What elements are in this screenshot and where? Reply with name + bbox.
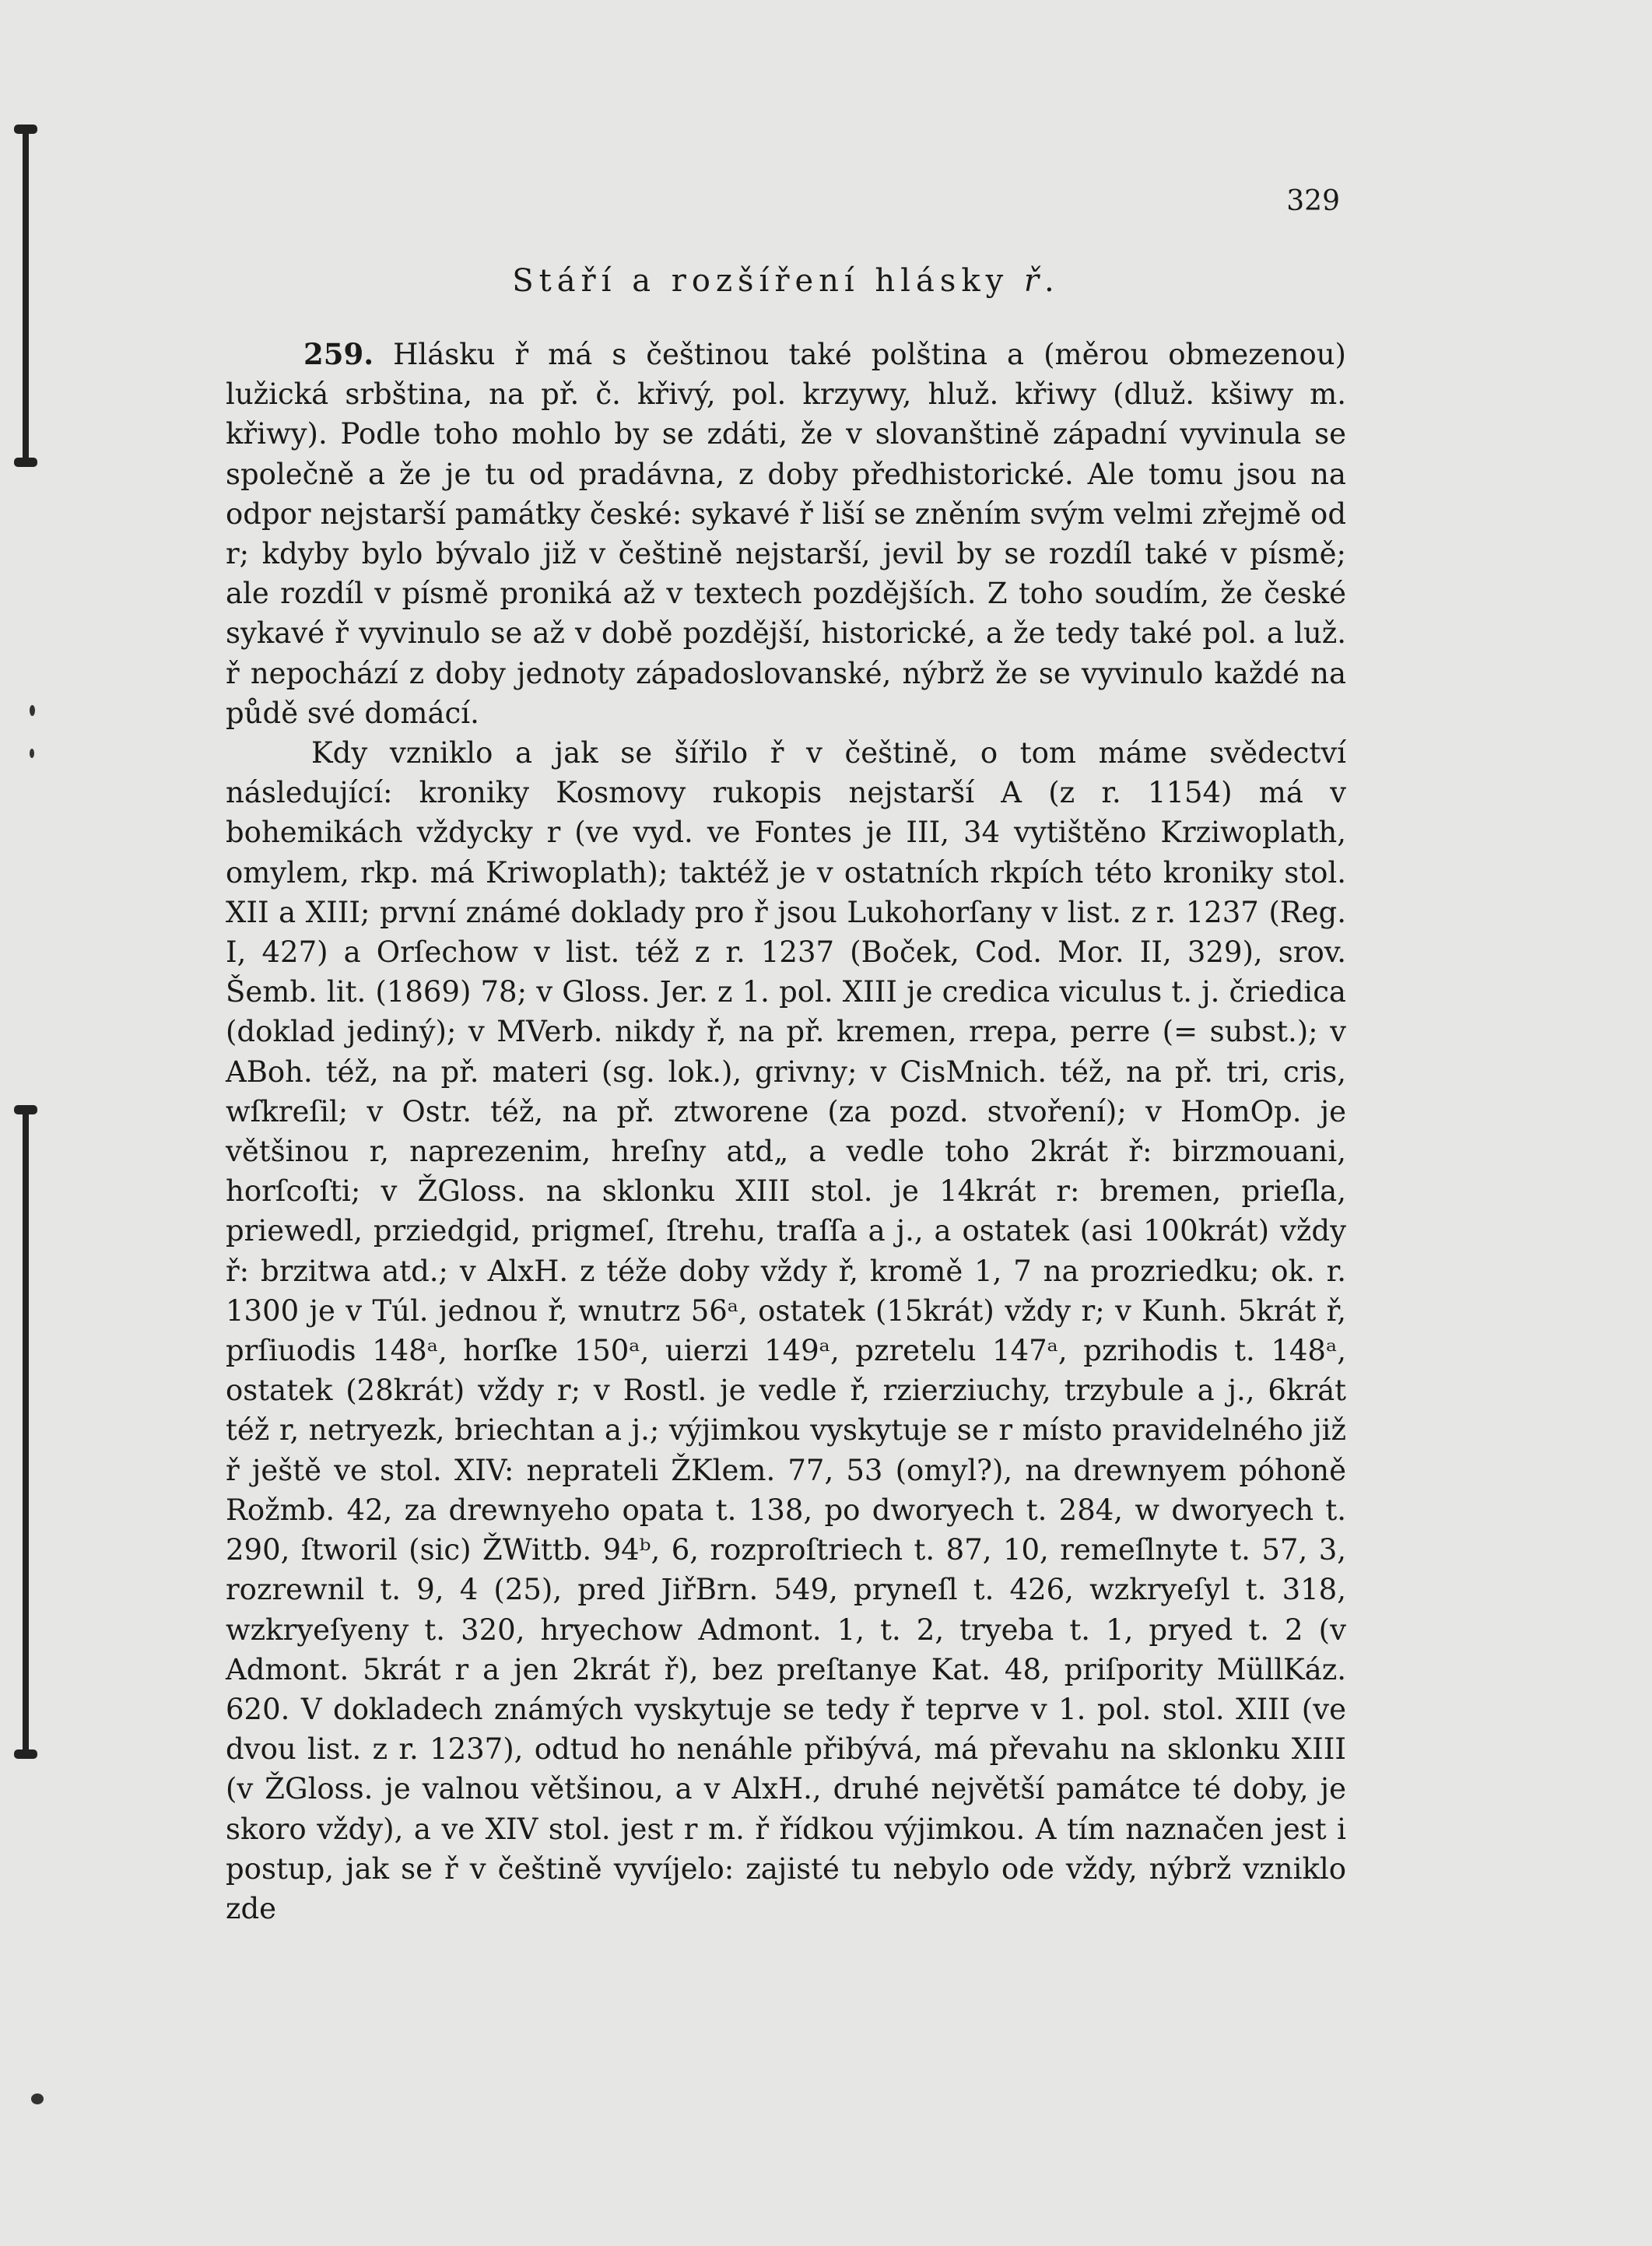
scan-speck: [31, 2093, 44, 2104]
binding-mark-bottom: [14, 1105, 37, 1759]
paragraph-text: Hlásku ř má s češtinou také polština a (měrou obmezenou) lužická srbština, na př. č. křivý, pol. krzywy, hluž. křiwy (dluž. kšiwy m. křiwy). Podle toho mohlo by se zdáti, že v slovanštině západní vyvinula se společně a že je tu od pradávna, z doby předhistorické. Ale tomu jsou na odpor nejstarší památky české: sykavé ř liší se zněním svým velmi zřejmě od r; kdyby bylo bývalo již v češtině nejstarší, jevil by se rozdíl také v písmě; ale rozdíl v písmě proniká až v textech pozdějších. Z toho soudím, že české sykavé ř vyvinulo se až v době pozdější, historické, a že tedy také pol. a luž. ř nepochází z doby jednoty západoslovanské, nýbrž že se vyvinulo každé na půdě své domácí.: [226, 338, 1346, 730]
binding-mark-top: [14, 125, 37, 467]
paragraph-text: Kdy vzniklo a jak se šířilo ř v češtině, o tom máme svědectví následující: kroniky Kosmovy rukopis nejstarší A (z r. 1154) má v bohemikách vždycky r (ve vyd. ve Fontes je III, 34 vytištěno Krziwoplath, omylem, rkp. má Kriwoplath); taktéž je v ostatních rkpích této kroniky stol. XII a XIII; první známé doklady pro ř jsou Lukohorſany v list. z r. 1237 (Reg. I, 427) a Orſechow v list. též z r. 1237 (Boček, Cod. Mor. II, 329), srov. Šemb. lit. (1869) 78; v Gloss. Jer. z 1. pol. XIII je credica viculus t. j. čriedica (doklad jediný); v MVerb. nikdy ř, na př. kremen, rrepa, perre (= subst.); v ABoh. též, na př. materi (sg. lok.), grivny; v CisMnich. též, na př. tri, cris, wſkreſil; v Ostr. též, na př. ztworene (za pozd. stvoření); v HomOp. je většinou r, naprezenim, hreſny atd„ a vedle toho 2krát ř: birzmouani, horſcoſti; v ŽGloss. na sklonku XIII stol. je 14krát r: bremen, prieſla, priewedl, prziedgid, prigmeſ, ſtrehu, traſſa a j., a ostatek (asi 100krát) vždy ř: brzitwa atd.; v AlxH. z téže doby vždy ř, kromě 1, 7 na prozriedku; ok. r. 1300 je v Túl. jednou ř, wnutrz 56ᵃ, ostatek (15krát) vždy r; v Kunh. 5krát ř, prſiuodis 148ᵃ, horſke 150ᵃ, uierzi 149ᵃ, pzretelu 147ᵃ, pzrihodis t. 148ᵃ, ostatek (28krát) vždy r; v Rostl. je vedle ř, rzierziuchy, trzybule a j., 6krát též r, netryezk, briechtan a j.; výjimkou vyskytuje se r místo pravidelného již ř ještě ve stol. XIV: neprateli ŽKlem. 77, 53 (omyl?), na drewnyem póhoně Rožmb. 42, za drewnyeho opata t. 138, po dworyech t. 284, w dworyech t. 290, ſtworil (sic) ŽWittb. 94ᵇ, 6, rozproſtriech t. 87, 10, remeſlnyte t. 57, 3, rozrewnil t. 9, 4 (25), pred JiřBrn. 549, pryneſl t. 426, wzkryeſyl t. 318, wzkryeſyeny t. 320, hryechow Admont. 1, t. 2, tryeba t. 1, pryed t. 2 (v Admont. 5krát r a jen 2krát ř), bez preſtanye Kat. 48, priſpority MüllKáz. 620. V dokladech známých vyskytuje se tedy ř teprve v 1. pol. stol. XIII (ve dvou list. z r. 1237), odtud ho nenáhle přibývá, má převahu na sklonku XIII (v ŽGloss. je valnou většinou, a v AlxH., druhé největší památce té doby, je skoro vždy), a ve XIV stol. jest r m. ř řídkou výjimkou. A tím naznačen jest i postup, jak se ř v češtině vyvíjelo: zajisté tu nebylo ode vždy, nýbrž vzniklo zde: [226, 736, 1346, 1925]
heading-text: Stáří a rozšíření hlásky: [512, 263, 1009, 299]
scan-speck: [30, 749, 34, 758]
heading-end: .: [1044, 263, 1060, 299]
section-heading: [226, 263, 1346, 299]
scan-speck: [30, 705, 35, 716]
paragraph-number: 259.: [303, 337, 374, 371]
body-text: [226, 335, 1346, 1928]
page-number: 329: [1286, 185, 1340, 217]
heading-letter: ř: [1023, 263, 1045, 299]
paragraph-2: [226, 733, 1346, 1928]
paragraph-259: [226, 335, 1346, 733]
